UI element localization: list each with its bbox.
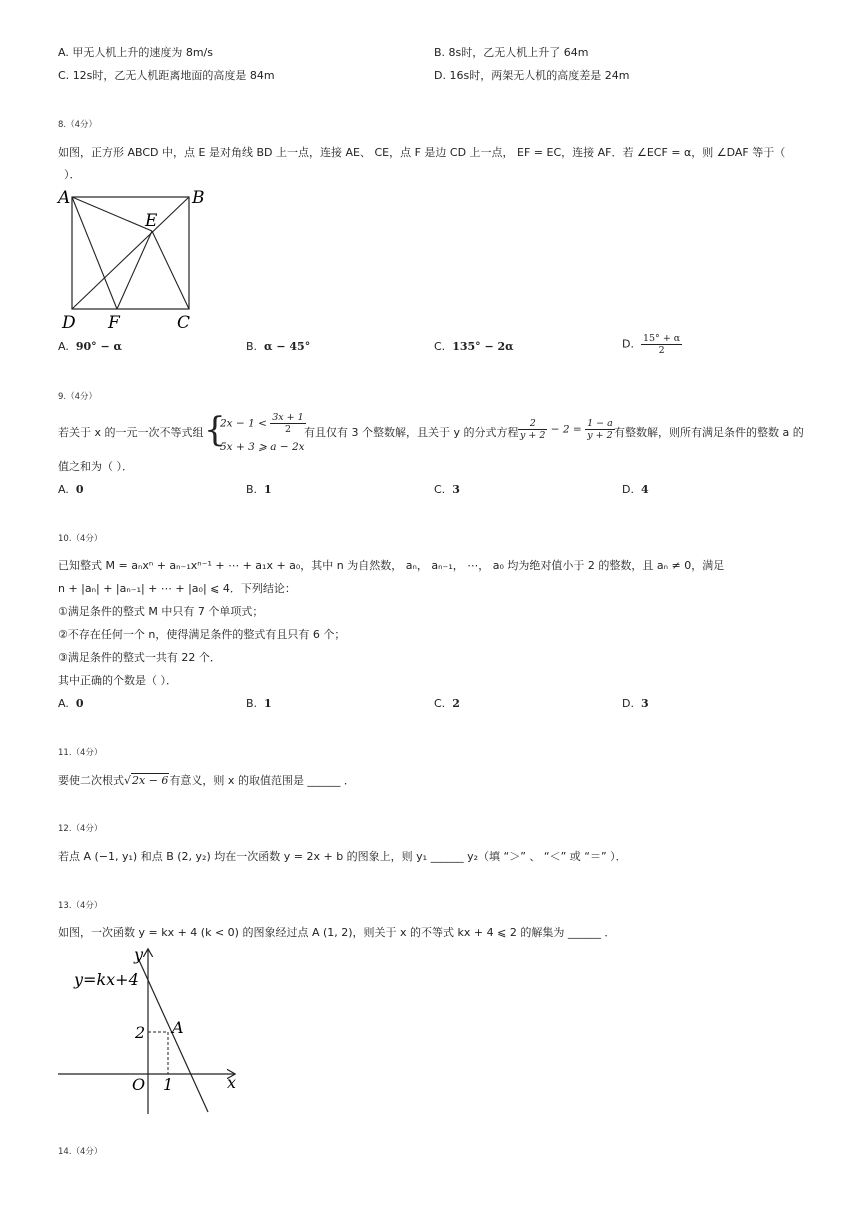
- q11-radicand: 2x − 6: [132, 774, 169, 787]
- q7-option-b: B. 8s时，乙无人机上升了 64m: [434, 46, 589, 59]
- q14-header: 14.（4分）: [58, 1147, 103, 1157]
- q9-inequality-2: 5x + 3 ⩾ a − 2x: [220, 441, 305, 453]
- q8-label-e: E: [145, 211, 158, 231]
- q8-stem-end: ）．: [64, 168, 81, 181]
- q8-option-a: A. 90° − α: [58, 340, 122, 353]
- q8-label-d: D: [62, 313, 76, 333]
- q9-option-a: A. 0: [58, 483, 84, 496]
- q10-line-1: 已知整式 M = aₙxⁿ + aₙ₋₁xⁿ⁻¹ + ⋯ + a₁x + a₀，其中 n 为自然数， aₙ， aₙ₋₁， ⋯， a₀ 均为绝对值小于 2 的整数，且 aₙ ≠ 0，满足: [58, 559, 725, 572]
- q11-header: 11.（4分）: [58, 748, 103, 758]
- q12-stem: 若点 A (−1, y₁) 和点 B (2, y₂) 均在一次函数 y = 2x + b 的图象上，则 y₁ ______ y₂（填 “＞” 、 “＜” 或 “＝” ）．: [58, 850, 627, 863]
- q7-option-c: C. 12s时，乙无人机距离地面的高度是 84m: [58, 69, 275, 82]
- q13-label-two: 2: [135, 1023, 146, 1042]
- q10-line-2: n + |aₙ| + |aₙ₋₁| + ⋯ + |a₀| ⩽ 4．下列结论：: [58, 582, 296, 595]
- q10-option-a: A. 0: [58, 697, 84, 710]
- q8-stem: 如图，正方形 ABCD 中，点 E 是对角线 BD 上一点，连接 AE、 CE，点 F 是边 CD 上一点， EF = EC，连接 AF．若 ∠ECF = α，则 ∠DAF 等于（: [58, 146, 786, 159]
- q8-label-f: F: [108, 313, 120, 333]
- q10-option-c: C. 2: [434, 697, 460, 710]
- q10-conclusion-3: ③满足条件的整式一共有 22 个．: [58, 651, 221, 664]
- q10-header: 10.（4分）: [58, 534, 103, 544]
- q9-inequality-1: 2x − 1 < $\frac{3x + 1}{2}$: [220, 412, 304, 435]
- q8-label-a: A: [58, 188, 71, 208]
- q13-graph-figure: [56, 942, 256, 1117]
- q13-label-one: 1: [163, 1075, 174, 1094]
- q12-header: 12.（4分）: [58, 824, 103, 834]
- q9-option-b: B. 1: [246, 483, 272, 496]
- q10-conclusion-2: ②不存在任何一个 n，使得满足条件的整式有且只有 6 个；: [58, 628, 346, 641]
- q9-stem-post: 有整数解，则所有满足条件的整数 a 的: [614, 426, 804, 439]
- q13-label-line: y=kx+4: [74, 970, 139, 989]
- q8-header: 8.（4分）: [58, 120, 98, 130]
- q10-conclusion-1: ①满足条件的整式 M 中只有 7 个单项式；: [58, 605, 264, 618]
- q9-option-d: D. 4: [622, 483, 649, 496]
- q7-option-d: D. 16s时，两架无人机的高度差是 24m: [434, 69, 630, 82]
- q10-option-b: B. 1: [246, 697, 272, 710]
- q13-label-y: y: [134, 945, 144, 964]
- q9-stem-end: 值之和为（ ）．: [58, 460, 133, 473]
- q8-square-figure: [56, 188, 216, 333]
- q9-fraction-equation: $\frac{2}{y + 2}$ − 2 = $\frac{1 - a}{y + 2}$: [520, 418, 613, 441]
- q13-label-origin: O: [132, 1075, 146, 1094]
- q8-label-b: B: [192, 188, 205, 208]
- q13-label-x: x: [227, 1073, 237, 1092]
- q7-option-a: A. 甲无人机上升的速度为 8m/s: [58, 46, 213, 59]
- q10-option-d: D. 3: [622, 697, 649, 710]
- q8-label-c: C: [177, 313, 191, 333]
- q9-option-c: C. 3: [434, 483, 460, 496]
- q8-option-d: D. $\frac{15^\circ + \alpha}{2}$: [622, 333, 681, 356]
- q8-option-b: B. α − 45°: [246, 340, 311, 353]
- q13-stem: 如图，一次函数 y = kx + 4 (k < 0) 的图象经过点 A (1, 2)，则关于 x 的不等式 kx + 4 ⩽ 2 的解集为 ______ ．: [58, 926, 616, 939]
- q10-question: 其中正确的个数是（ ）．: [58, 674, 177, 687]
- q9-stem-pre: 若关于 x 的一元一次不等式组: [58, 426, 204, 439]
- q9-stem-mid: 有且仅有 3 个整数解，且关于 y 的分式方程: [304, 426, 519, 439]
- q11-stem: 要使二次根式√2x − 6有意义，则 x 的取值范围是 ______ ．: [58, 774, 355, 787]
- q9-system-brace: {: [204, 410, 226, 450]
- q8-option-c: C. 135° − 2α: [434, 340, 514, 353]
- q9-header: 9.（4分）: [58, 392, 98, 402]
- q13-label-a: A: [172, 1018, 184, 1037]
- q13-header: 13.（4分）: [58, 901, 103, 911]
